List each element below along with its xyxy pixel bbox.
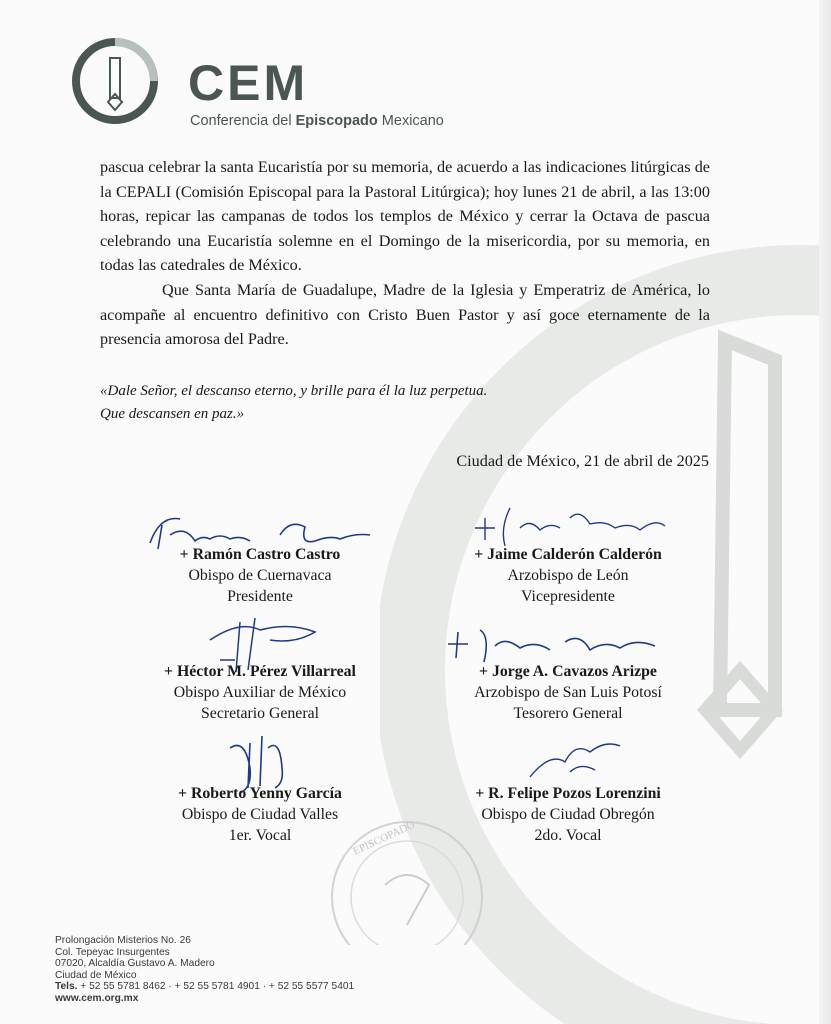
signatory-block: [110, 783, 410, 846]
footer-address-1: Prolongación Misterios No. 26: [55, 935, 191, 946]
signatory-name: + Héctor M. Pérez Villarreal: [164, 663, 356, 680]
signatory-role: Vicepresidente: [521, 588, 615, 605]
signatory-block: [418, 661, 718, 724]
footer-address-3: 07020, Alcaldía Gustavo A. Madero: [55, 958, 215, 970]
body-paragraph-1: pascua celebrar la santa Eucaristía por su memoria, de acuerdo a las indicaciones litúrgicas de la CEPALI (Comisión Episcopal para la Pastoral Litúrgica); hoy lunes 21 de abril, a las 13:00 horas, repicar las campanas de todos los templos de México y cerrar la Octava de pascua celebrando una Eucaristía solemne en el Domingo de la misericordia, por su memoria, en todas las catedrales de México.: [100, 158, 710, 275]
phones-numbers: + 52 55 5781 8462 · + 52 55 5781 4901 · + 52 55 5577 5401: [77, 981, 355, 993]
cem-logo: [70, 36, 490, 129]
signatory-role: Presidente: [227, 588, 293, 605]
signatory-title: Arzobispo de San Luis Potosí: [474, 684, 662, 701]
footer-phones: [55, 981, 475, 993]
footer-address-4: Ciudad de México: [55, 969, 137, 981]
cem-emblem-icon: [70, 36, 162, 126]
svg-text:EPISCOPADO: EPISCOPADO: [351, 818, 417, 858]
signatory-name: + Jorge A. Cavazos Arizpe: [479, 663, 657, 680]
footer-contact: [55, 935, 475, 1005]
page-edge: [819, 0, 831, 1024]
signatory-block: [110, 544, 410, 607]
quote-line-1: «Dale Señor, el descanso eterno, y brille para él la luz perpetua.: [100, 383, 488, 399]
signatory-role: 1er. Vocal: [228, 827, 292, 844]
signatory-role: Secretario General: [201, 705, 319, 722]
footer-website-link[interactable]: www.cem.org.mx: [55, 992, 139, 1004]
signatory-name: + Ramón Castro Castro: [179, 546, 341, 563]
logo-subtitle: Conferencia del Episcopado Mexicano: [190, 113, 444, 129]
signatory-title: Arzobispo de León: [507, 567, 629, 584]
signatory-block: [418, 544, 718, 607]
signatory-title: Obispo Auxiliar de México: [173, 684, 347, 701]
signatory-name: + Roberto Yenny García: [178, 785, 342, 802]
quote-line-2: Que descansen en paz.»: [100, 406, 245, 422]
signatory-block: [418, 783, 718, 846]
signatory-role: Tesorero General: [513, 705, 623, 722]
signatory-title: Obispo de Cuernavaca: [188, 567, 332, 584]
logo-title: CEM: [188, 55, 309, 111]
place-date: Ciudad de México, 21 de abril de 2025: [456, 452, 709, 470]
signatory-title: Obispo de Ciudad Obregón: [481, 806, 655, 823]
footer-address-2: Col. Tepeyac Insurgentes: [55, 946, 170, 958]
signatory-name: + R. Felipe Pozos Lorenzini: [475, 785, 661, 802]
phones-label: Tels.: [55, 981, 78, 993]
prayer-quote: [100, 380, 720, 426]
body-paragraph-2: Que Santa María de Guadalupe, Madre de la Iglesia y Emperatriz de América, lo acompañe al encuentro definitivo con Cristo Buen Pastor y así goce eternamente de la presencia amorosa del Padre.: [100, 281, 710, 349]
signatory-title: Obispo de Ciudad Valles: [181, 806, 339, 823]
signatory-block: [110, 661, 410, 724]
signatory-name: + Jaime Calderón Calderón: [474, 546, 662, 563]
signatory-role: 2do. Vocal: [534, 827, 602, 844]
